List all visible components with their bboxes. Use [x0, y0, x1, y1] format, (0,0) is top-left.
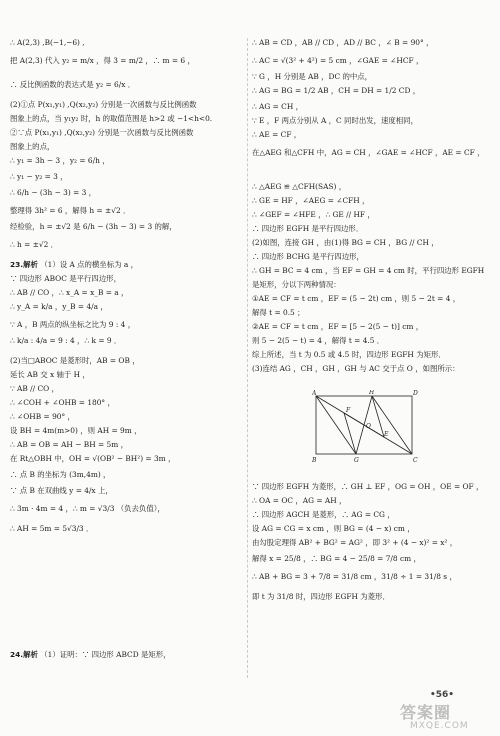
text-line: 是矩形，分以下两种情况：: [252, 280, 341, 289]
segment-hc: [372, 396, 412, 454]
text-line: 在△AEG 和△CFH 中，AG = CH ，∠GAE = ∠HCF ，AE = CF ，: [252, 148, 485, 157]
text-line: 解得 t = 0.5 ；: [252, 308, 305, 317]
text-line: (3)连结 AG ，CH ，GH ，GH 与 AC 交于点 O ，如图所示：: [252, 364, 460, 373]
text-line: ∵ 点 B 在双曲线 y = 4/x 上，: [10, 486, 113, 495]
text-line: ∴ AE = CF ，: [252, 130, 302, 139]
text-line: 综上所述，当 t 为 0.5 或 4.5 时，四边形 EGFH 为矩形．: [252, 350, 446, 359]
text-line: (2)当□ABOC 是菱形时，AB = OB ，: [10, 356, 140, 365]
text-line: ∴ k/a : 4/a = 9 : 4 ，∴ k = 9 ．: [10, 336, 122, 345]
text-line: 即 t 为 31/8 时，四边形 EGFH 为菱形．: [252, 592, 390, 601]
watermark-url: MXQE.COM: [410, 721, 469, 731]
text-line: ∴ y₁ − y₂ = 3 ，: [10, 172, 68, 181]
label-f: F: [346, 407, 351, 414]
text-line: (2)如图，连接 GH ，由(1)得 BG = CH ，BG // CH ，: [252, 238, 439, 247]
page-number: •56•: [430, 690, 455, 700]
text-line: ∴ 反比例函数的表达式是 y₂ = 6/x ．: [10, 80, 136, 89]
text-line: ②AE = CF = t cm ，EF = [5 − 2(5 − t)] cm ，: [252, 322, 424, 331]
text-line: ∴ 四边形 AGCH 是菱形，∴ AG = CG ，: [252, 510, 395, 519]
text-line: 在 Rt△OBH 中，OH = √(OB² − BH²) = 3m ，: [10, 454, 176, 463]
label-g: G: [354, 457, 359, 464]
text-line: ∴ GH = BC = 4 cm ，当 EF = GH = 4 cm 时，平行四边形 EGFH: [252, 266, 485, 275]
text-line: ∵ E ，F 两点分别从 A ，C 同时出发，速度相同，: [252, 116, 418, 125]
text-line: ∴ AB // CO ，∴ x_A = x_B = a ，: [10, 288, 129, 297]
text-line: ∴ OA = OC ，AG = AH ，: [252, 496, 347, 505]
text-line: ∵ G ，H 分别是 AB ，DC 的中点，: [252, 72, 373, 81]
text-line: ∴ y_A = k/a ，y_B = 4/a ，: [10, 302, 108, 311]
text-line: 设 BH = 4m(m>0) ，则 AH = 9m ，: [10, 426, 142, 435]
text-line: ∵ A ，B 两点的纵坐标之比为 9 : 4 ，: [10, 320, 136, 329]
text-line: (2)①点 P(x₁,y₁) ,Q(x₂,y₂) 分别是一次函数与反比例函数: [10, 100, 197, 109]
column-divider: [247, 38, 248, 678]
label-a: A: [312, 390, 317, 397]
text-line: ∴ AB = OB = AH − BH = 5m ，: [10, 440, 128, 449]
label-c: C: [413, 457, 418, 464]
text-line: ∴ 点 B 的坐标为 (3m,4m) ，: [10, 470, 111, 479]
text-line: ②∵点 P(x₁,y₁) ,Q(x₂,y₂) 分别是一次函数与反比例函数: [10, 128, 194, 137]
label-b: B: [312, 457, 317, 464]
text-line: ∴ h = ±√2 ．: [10, 240, 59, 249]
text-line: 图象上的点，: [10, 142, 55, 151]
text-line: 整理得 3h² = 6 ，解得 h = ±√2 ．: [10, 206, 131, 215]
text-line: ∴ ∠GEF = ∠HFE ，∴ GE // HF ，: [252, 210, 375, 219]
text-line: ∴ GE = HF ，∠AEG = ∠CFH ，: [252, 196, 370, 205]
text-line: ∴ 四边形 BCHG 是平行四边形，: [252, 252, 364, 261]
text-line: 23.解析 （1）设 A 点的横坐标为 a ，: [10, 260, 138, 269]
text-line: 经检验，h = ±√2 是 6/h − (3h − 3) = 3 的解，: [10, 222, 177, 231]
text-line: 由勾股定理得 AB² + BG² = AG² ，即 3² + (4 − x)² = x² ，: [252, 538, 458, 547]
text-line: ∴ 6/h − (3h − 3) = 3 ，: [10, 188, 97, 197]
text-line: ∴ AH = 5m = 5√3/3 ．: [10, 524, 94, 533]
label-o: O: [366, 423, 371, 430]
watermark-logo: 答案圈: [400, 703, 452, 722]
segment-ag: [316, 396, 356, 454]
text-line: 解得 x = 25/8 ，∴ BG = 4 − 25/8 = 7/8 cm ，: [252, 554, 421, 563]
text-line: 延长 AB 交 x 轴于 H ，: [10, 370, 90, 379]
text-line: ∴ y₁ = 3h − 3 ，y₂ = 6/h ，: [10, 156, 110, 165]
text-line: ∴ AG = BG = 1/2 AB ，CH = DH = 1/2 CD ，: [252, 86, 421, 95]
text-line: ∴ 四边形 EGFH 是平行四边形．: [252, 224, 364, 233]
text-line: ∴ AC = √(3² + 4²) = 5 cm ，∠GAE = ∠HCF ，: [252, 56, 424, 65]
text-line: ∴ △AEG ≌ △CFH(SAS) ，: [252, 182, 347, 191]
text-line: 图象上的点，当 y₁y₂ 时，h 的取值范围是 h>2 或 −1<h<0.: [10, 114, 213, 123]
label-e: E: [384, 431, 389, 438]
text-line: ∴ AG = CH ，: [252, 102, 304, 111]
text-line: ∴ ∠OHB = 90° ，: [10, 412, 75, 421]
text-line: 把 A(2,3) 代入 y₂ = m/x ，得 3 = m/2 ，∴ m = 6 ，: [10, 56, 195, 65]
text-line: ∵ AB // CO ，: [10, 384, 59, 393]
text-line: ∴ 3m · 4m = 4 ，∴ m = √3/3 （负去负值），: [10, 504, 165, 513]
text-line: ∴ AB + BG = 3 + 7/8 = 31/8 cm ，31/8 ÷ 1 = 31/8 s ，: [252, 572, 457, 581]
text-line: ∵ 四边形 EGFH 为菱形，∴ GH ⊥ EF ，OG = OH ，OE = OF ，: [252, 482, 484, 491]
text-line: ∴ ∠COH + ∠OHB = 180° ，: [10, 398, 115, 407]
rectangle-figure: [312, 390, 420, 466]
text-line: 24.解析 （1）证明：∵ 四边形 ABCD 是矩形，: [10, 650, 171, 659]
text-line: ①AE = CF = t cm ，EF = (5 − 2t) cm ，则 5 − 2t = 4 ，: [252, 294, 461, 303]
text-line: ∵ 四边形 ABOC 是平行四边形，: [10, 274, 121, 283]
text-line: ∴ A(2,3) ,B(−1,−6) ,: [10, 38, 85, 47]
label-d: D: [413, 390, 418, 397]
text-line: ∴ AB = CD ，AB // CD ，AD // BC ，∠ B = 90° ，: [252, 38, 434, 47]
text-line: 则 5 − 2(5 − t) = 4 ，解得 t = 4.5 ．: [252, 336, 385, 345]
text-line: 设 AG = CG = x cm ，则 BG = (4 − x) cm ，: [252, 524, 415, 533]
label-h: H: [369, 390, 375, 396]
